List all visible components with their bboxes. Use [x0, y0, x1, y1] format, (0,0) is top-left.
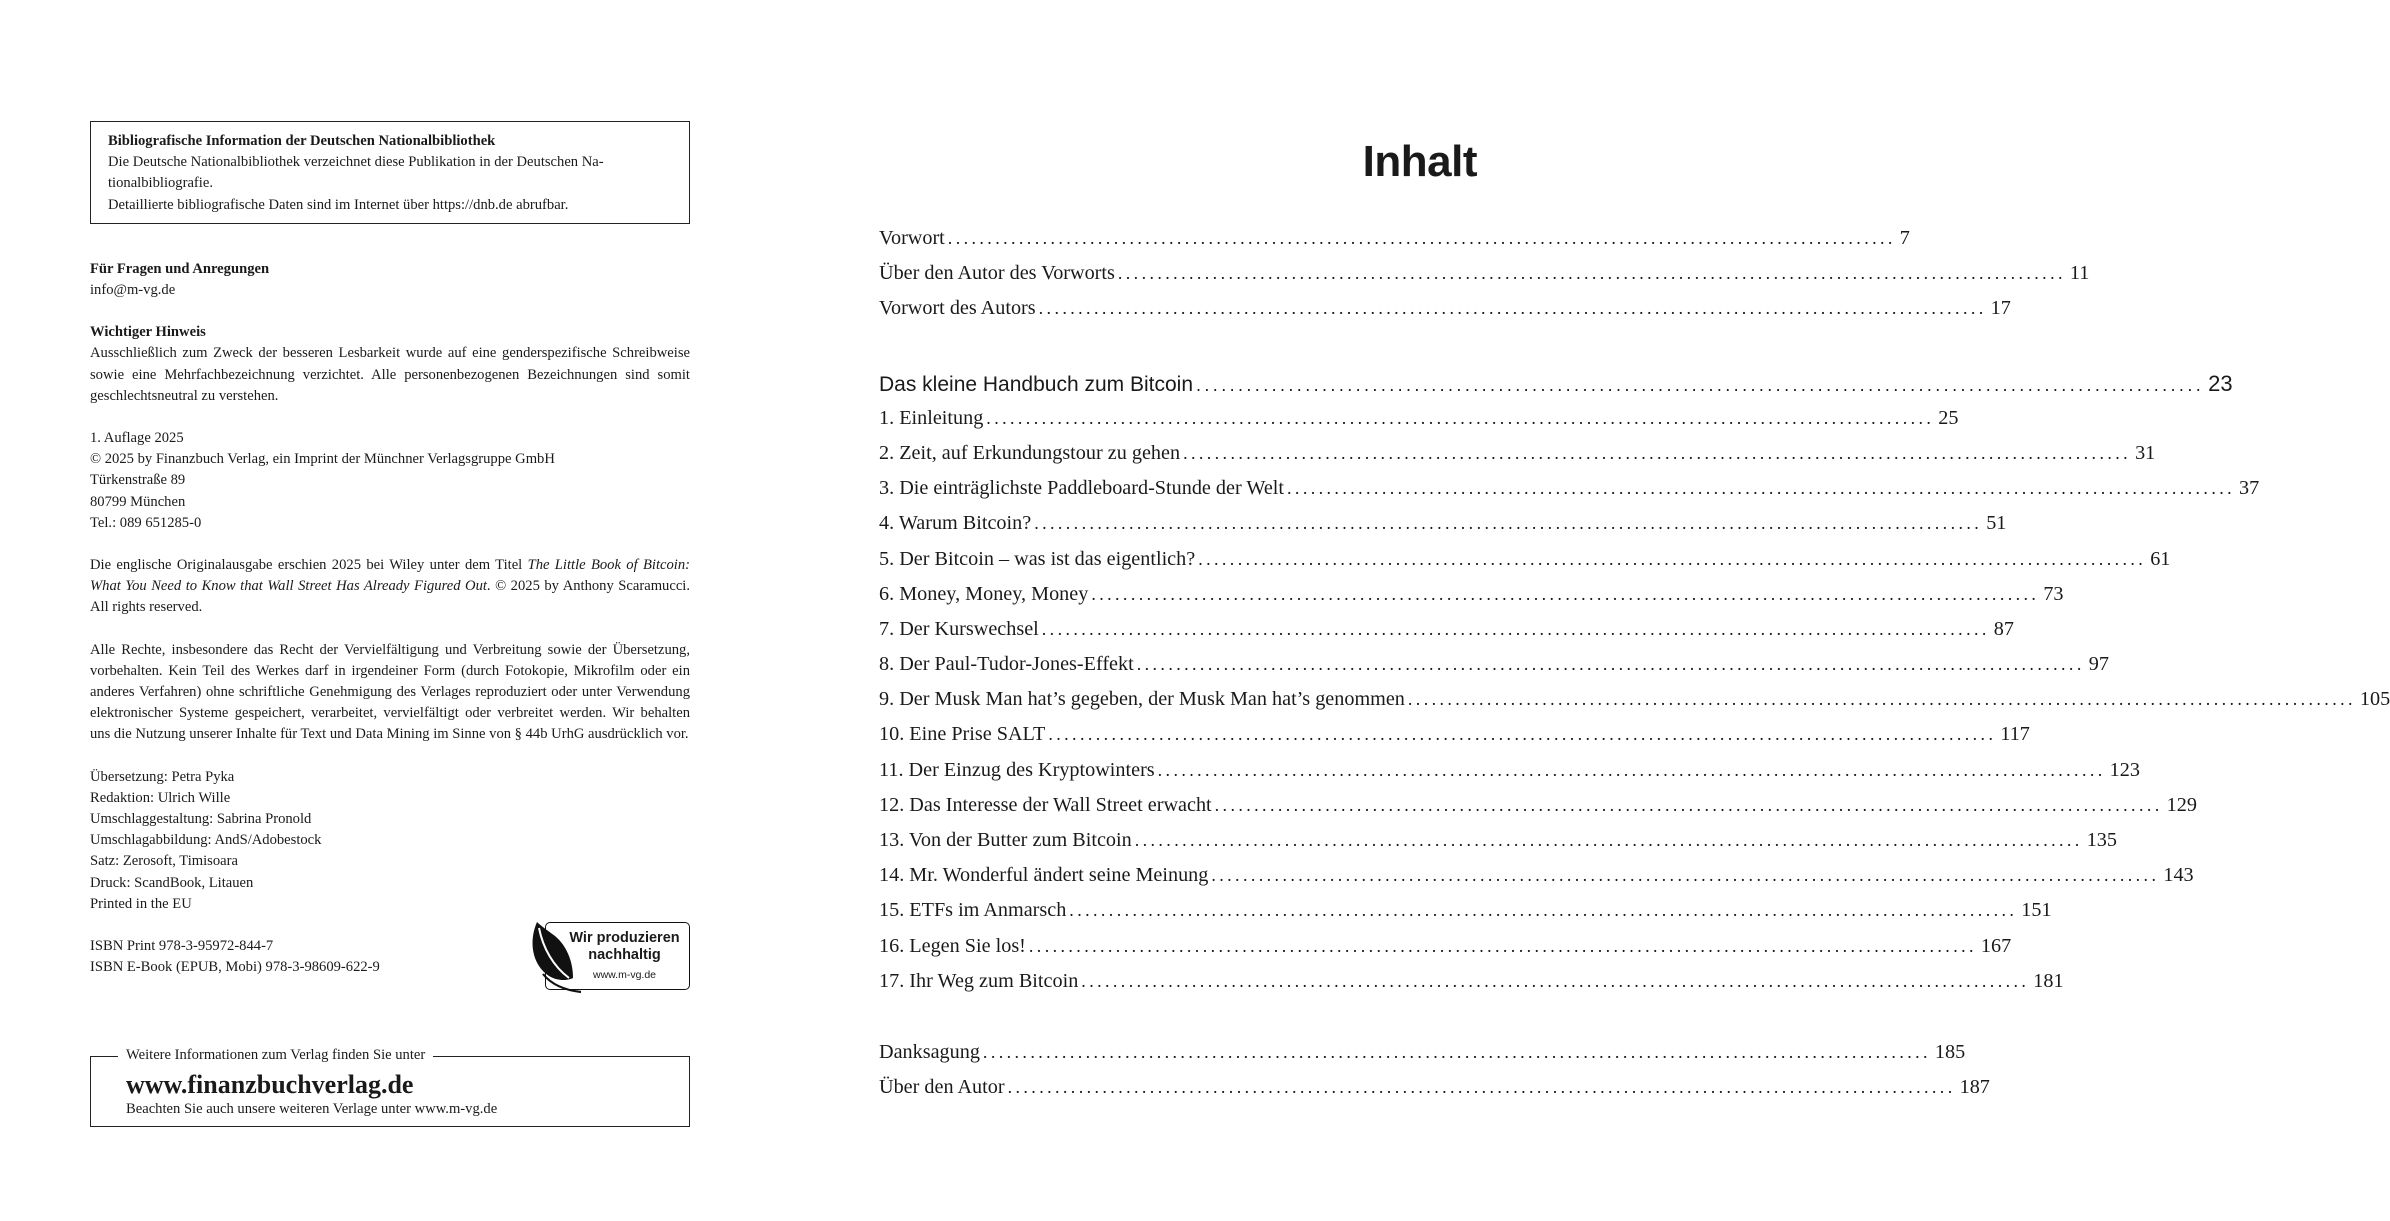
toc-entry-page: 123 [2109, 758, 2140, 781]
dot-leader: ........................................................................................................................ [1214, 794, 2163, 815]
toc-entry-page: 167 [1980, 934, 2012, 957]
toc-entry [879, 542, 2171, 577]
questions-heading: Für Fragen und Anregungen [90, 260, 270, 277]
toc-entry [879, 577, 2064, 612]
toc-entry-page: 51 [1986, 512, 2007, 535]
dot-leader: ........................................................................................................................ [1034, 513, 1983, 534]
publisher-street: Türkenstraße 89 [90, 472, 186, 489]
toc-entry-page: 185 [1934, 1040, 1966, 1063]
badge-url: www.m-vg.de [592, 969, 656, 982]
credit-line: Umschlaggestaltung: Sabrina Pronold [90, 811, 312, 828]
toc-part-page: 23 [2208, 370, 2233, 396]
dot-leader: ........................................................................................................................ [1183, 442, 2132, 463]
toc-entry-page: 31 [2135, 441, 2156, 464]
toc-entry-title: 11. Der Einzug des Kryptowinters [879, 758, 1155, 781]
website-box [90, 1047, 690, 1127]
toc-entry [879, 256, 2090, 291]
toc-entry-title: 6. Money, Money, Money [879, 582, 1089, 605]
toc-entry-title: 1. Einleitung [879, 406, 984, 429]
credit-line: Umschlagabbildung: AndS/Adobestock [90, 832, 322, 849]
isbn-ebook: ISBN E-Book (EPUB, Mobi) 978-3-98609-622-9 [90, 959, 380, 976]
toc-entry [879, 1035, 1966, 1070]
toc-entry-title: 9. Der Musk Man hat’s gegeben, der Musk Man hat’s genommen [879, 688, 1405, 711]
toc-entry-title: 2. Zeit, auf Erkundungstour zu gehen [879, 441, 1181, 464]
toc-entry [879, 291, 2011, 326]
toc-entry [879, 471, 2260, 506]
toc-entry [879, 823, 2117, 858]
original-post: . © 2025 by Anthony Scaramucci. All rights reserved. [90, 578, 690, 616]
toc-entry [879, 1070, 1990, 1105]
credit-line: Printed in the EU [90, 895, 192, 912]
credit-line: Satz: Zerosoft, Timisoara [90, 853, 238, 870]
toc-entry [879, 221, 1910, 256]
toc-entry [879, 753, 2140, 788]
dot-leader: ........................................................................................................................ [1028, 935, 1977, 956]
publisher-city: 80799 München [90, 493, 186, 510]
dot-leader: ........................................................................................................................ [1091, 583, 2040, 604]
original-edition-text [90, 555, 690, 619]
copyright: © 2025 by Finanzbuch Verlag, ein Imprint der Münchner Verlagsgruppe GmbH [90, 451, 555, 468]
rights-text: Alle Rechte, insbesondere das Recht der Vervielfältigung und Verbreitung sowie der Übersetzung, vorbehalten. Kein Teil des Werkes darf in irgendeiner Form (durch Fotokopie, Mikrofilm oder ein anderes Verfahren) ohne schriftliche Genehmigung des Verlages reproduziert oder unter Verwendung elektronischer Systeme gespeichert, verarbeitet, vervielfältigt oder verbreitet werden. Wir behalten uns die Nutzung unserer Inhalte für Text und Data Mining im Sinne von § 44b UrhG ausdrücklich vor. [90, 641, 690, 743]
original-title: The Little Book of Bitcoin: What You Need to Know that Wall Street Has Already Figured Out [90, 557, 690, 595]
isbn-print: ISBN Print 978-3-95972-844-7 [90, 938, 274, 955]
toc-entry-page: 151 [2021, 899, 2052, 922]
bib-line: tionalbibliografie. [108, 175, 213, 192]
original-pre: Die englische Originalausgabe erschien 2025 bei Wiley unter dem Titel [90, 557, 528, 574]
toc-entry-page: 61 [2150, 547, 2171, 570]
credit-line: Redaktion: Ulrich Wille [90, 789, 231, 806]
toc-entry-title: 8. Der Paul-Tudor-Jones-Effekt [879, 653, 1134, 676]
toc-entry [879, 436, 2156, 471]
sustainability-badge [529, 918, 690, 990]
dot-leader: ........................................................................................................................ [1287, 478, 2236, 499]
toc-part-title: Das kleine Handbuch zum Bitcoin [879, 372, 1193, 396]
toc-entry-title: Über den Autor des Vorworts [879, 262, 1115, 285]
notice-text: Ausschließlich zum Zweck der besseren Lesbarkeit wurde auf eine genderspezifische Schreibweise sowie eine Mehrfachbezeichnung verzichtet. Alle personenbezogenen Bezeichnungen sind somit geschlechtsneutral zu verstehen. [90, 345, 690, 404]
toc-entry [879, 858, 2194, 893]
isbn-section [90, 930, 690, 982]
toc-entry-title: Vorwort [879, 227, 945, 249]
dot-leader: ........................................................................................................................ [1196, 374, 2205, 395]
dot-leader: ........................................................................................................................ [1134, 830, 2083, 850]
toc-entry-title: 15. ETFs im Anmarsch [879, 899, 1067, 922]
toc-entry-title: 10. Eine Prise SALT [879, 723, 1046, 746]
dot-leader: ........................................................................................................................ [1407, 689, 2356, 710]
toc-entry-title: 4. Warum Bitcoin? [879, 512, 1032, 535]
toc-entry [879, 717, 2030, 752]
toc-entry [879, 401, 1959, 436]
publisher-section [90, 428, 690, 534]
toc-entry-page: 129 [2166, 793, 2197, 816]
toc-entry-title: Vorwort des Autors [879, 297, 1036, 320]
badge-line-2: nachhaltig [588, 947, 661, 964]
bibliographic-info-box [90, 121, 690, 224]
imprint-page [90, 121, 690, 982]
toc-entry-page: 143 [2163, 864, 2194, 887]
toc-entry-page: 73 [2043, 582, 2064, 605]
bib-line: Die Deutsche Nationalbibliothek verzeichnet diese Publikation in der Deutschen Na- [108, 154, 604, 171]
toc-entry-title: 13. Von der Butter zum Bitcoin [879, 829, 1132, 851]
other-publishers-note: Beachten Sie auch unsere weiteren Verlage unter www.m-vg.de [126, 1101, 498, 1117]
publisher-phone: Tel.: 089 651285-0 [90, 514, 202, 531]
toc-entry-page: 25 [1938, 406, 1959, 429]
toc-entry-page: 187 [1959, 1076, 1990, 1099]
contact-email: info@m-vg.de [90, 282, 176, 299]
toc-entry [879, 647, 2109, 682]
rights-section [90, 640, 690, 746]
toc-entry-title: 17. Ihr Weg zum Bitcoin [879, 969, 1079, 992]
original-edition-section [90, 555, 690, 619]
bib-title: Bibliografische Information der Deutschen Nationalbibliothek [108, 133, 496, 149]
toc-entry-title: 3. Die einträglichste Paddleboard-Stunde der Welt [879, 477, 1285, 500]
toc-entry-page: 87 [1993, 617, 2014, 640]
toc-title: Inhalt [1362, 137, 1477, 186]
dot-leader: ........................................................................................................................ [1081, 970, 2030, 991]
toc-entry-title: 14. Mr. Wonderful ändert seine Meinung [879, 864, 1209, 887]
toc-entry-page: 105 [2359, 688, 2390, 711]
dot-leader: ........................................................................................................................ [986, 407, 1935, 428]
notice-section [90, 322, 690, 407]
toc-entry [879, 788, 2197, 823]
contact-section [90, 259, 690, 301]
dot-leader: ........................................................................................................................ [1007, 1077, 1956, 1098]
table-of-contents [879, 134, 2390, 1105]
toc-entry-page: 7 [1899, 227, 1910, 249]
toc-entry-title: Über den Autor [879, 1076, 1005, 1099]
toc-entry-page: 135 [2086, 829, 2117, 851]
toc-entry [879, 682, 2390, 717]
notice-heading: Wichtiger Hinweis [90, 324, 206, 341]
toc-entry-page: 17 [1990, 297, 2011, 320]
toc-entry-page: 37 [2239, 477, 2260, 500]
dot-leader: ........................................................................................................................ [1038, 298, 1987, 319]
toc-entry [879, 964, 2064, 999]
toc-entry-title: 16. Legen Sie los! [879, 934, 1026, 957]
toc-part-entry [879, 366, 2233, 401]
credit-line: Übersetzung: Petra Pyka [90, 768, 235, 785]
toc-entry [879, 612, 2014, 647]
toc-entry-page: 117 [2000, 723, 2030, 746]
toc-entry-title: Danksagung [879, 1040, 980, 1063]
more-info-label: Weitere Informationen zum Verlag finden Sie unter [118, 1045, 433, 1066]
dot-leader: ........................................................................................................................ [1041, 618, 1990, 639]
toc-list [879, 221, 2390, 1105]
toc-entry [879, 506, 2007, 541]
edition: 1. Auflage 2025 [90, 430, 184, 447]
toc-entry-page: 97 [2088, 653, 2109, 676]
dot-leader: ........................................................................................................................ [982, 1041, 1931, 1062]
dot-leader: ........................................................................................................................ [1048, 724, 1997, 745]
dot-leader: ........................................................................................................................ [1117, 263, 2066, 284]
credits-section [90, 767, 690, 915]
credit-line: Druck: ScandBook, Litauen [90, 874, 254, 891]
toc-entry-title: 7. Der Kurswechsel [879, 617, 1039, 640]
badge-line-1: Wir produzieren [569, 930, 680, 947]
toc-entry-title: 12. Das Interesse der Wall Street erwacht [879, 793, 1212, 816]
toc-entry-title: 5. Der Bitcoin – was ist das eigentlich? [879, 547, 1196, 570]
dot-leader: ........................................................................................................................ [1198, 548, 2147, 569]
toc-entry-page: 181 [2033, 969, 2064, 992]
dot-leader: ........................................................................................................................ [1157, 759, 2106, 780]
website-url: www.finanzbuchverlag.de [126, 1070, 414, 1099]
toc-entry-page: 11 [2069, 262, 2090, 285]
toc-entry [879, 893, 2052, 928]
dot-leader: ........................................................................................................................ [1069, 900, 2018, 921]
bib-line: Detaillierte bibliografische Daten sind im Internet über https://dnb.de abrufbar. [108, 196, 569, 213]
dot-leader: ........................................................................................................................ [1136, 654, 2085, 675]
dot-leader: ........................................................................................................................ [1211, 865, 2160, 886]
toc-entry [879, 929, 2012, 964]
dot-leader: ........................................................................................................................ [947, 228, 1896, 248]
